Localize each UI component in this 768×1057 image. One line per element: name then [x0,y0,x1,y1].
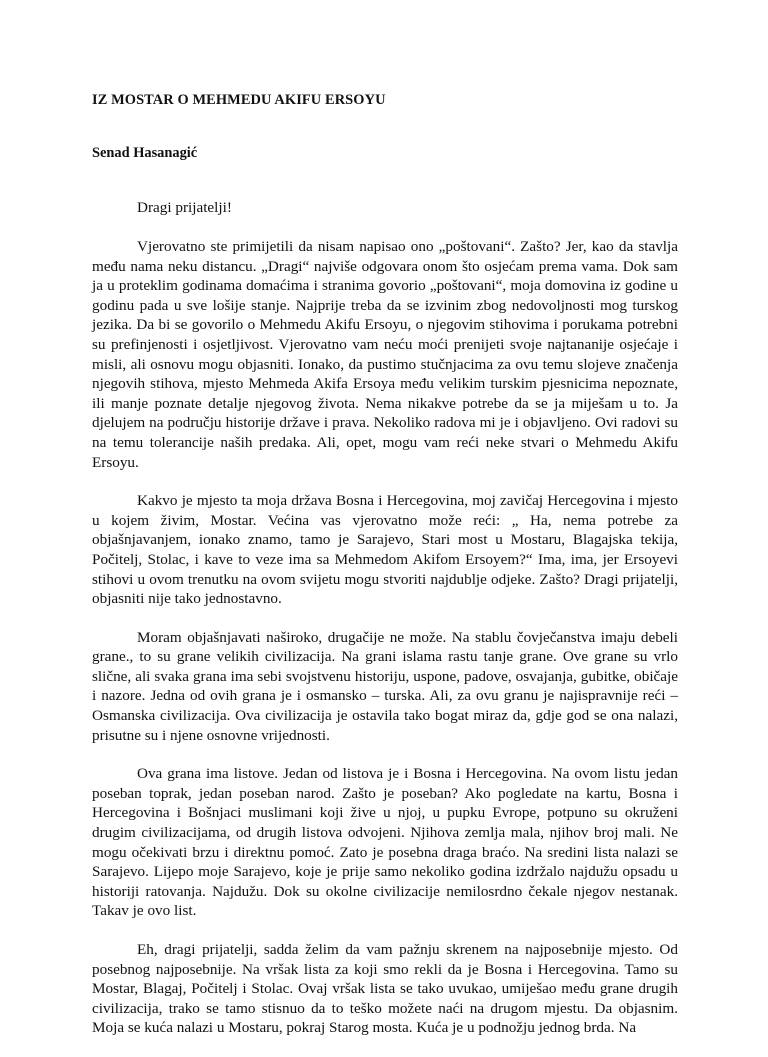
paragraph: Vjerovatno ste primijetili da nisam napisao ono „poštovani“. Zašto? Jer, kao da stavlja među nama neku distancu. „Dragi“ najviše odgovara onom što osjećam prema vama. Dok sam ja u proteklim godinama domaćima i stranima govorio „poštovani“, moja domovina iz godine u godinu pada u sve lošije stanje. Najprije treba da se izvinim zbog nedovoljnosti mog turskog jezika. Da bi se govorilo o Mehmedu Akifu Ersoyu, o njegovim stihovima i porukama potrebni su prefinjenosti i osjetljivost. Vjerovatno vam neću moći prenijeti svoje najtananije osjećaje i misli, ali osnovu mogu objasniti. Ionako, da pustimo stučnjacima za ovu temu slojeve značenja njegovih stihova, mjesto Mehmeda Akifa Ersoya među velikim turskim pjesnicima nepoznate, ili manje poznate detalje njegovog života. Nema nikakve potrebe da se ja miješam u to. Ja djelujem na području historije države i prava. Nekoliko radova mi je i objavljeno. Ovi radovi su na temu tolerancije naših predaka. Ali, opet, mogu vam reći neke stvari o Mehmedu Akifu Ersoyu. [92,238,678,471]
paragraph: Ova grana ima listove. Jedan od listova je i Bosna i Hercegovina. Na ovom listu jedan poseban toprak, jedan poseban narod. Zašto je poseban? Ako pogledate na kartu, Bosna i Hercegovina i Bošnjaci muslimani koji žive u njoj, u pupku Evrope, potpuno su okruženi drugim civilizacijama, od drugih listova odvojeni. Njihova zemlja mala, njihov broj mali. Ne mogu očekivati brzu i direktnu pomoć. Zato je posebna draga braćo. Na sredini lista nalazi se Sarajevo. Lijepo moje Sarajevo, koje je prije samo nekoliko godina izdržalo najdužu opsadu u historiji ratovanja. Najdužu. Dok su okolne civilizacije nemilosrdno čekale njegov nestanak. Takav je ovo list. [92,765,678,920]
document-body [92,237,678,1057]
paragraph: Moram objašnjavati naširoko, drugačije ne može. Na stablu čovječanstva imaju debeli grane., to su grane velikih civilizacija. Na grani islama rastu tanje grane. Ove grane su vrlo slične, ali svaka grana ima sebi svojstvenu historiju, uspone, padove, osvajanja, gubitke, običaje i nazore. Jedna od ovih grana je i osmansko – turska. Ali, za ovu granu je najispravnije reći – Osmanska civilizacija. Ova civilizacija je ostavila tako bogat miraz da, gdje god se ona nalazi, prisutne su i njene osnovne vrijednosti. [92,628,678,744]
paragraph: Eh, dragi prijatelji, sadda želim da vam pažnju skrenem na najposebnije mjesto. Od posebnog najposebnije. Na vršak lista za koji smo rekli da je Bosna i Hercegovina. Tamo su Mostar, Blagaj, Počitelj i Stolac. Ovaj vršak lista se tako uvukao, umiješao među grane drugih civilizacija, trako se tamo stisnuo da to teško možete naći na drugom mjestu. Da objasnim. Moja se kuća nalazi u Mostaru, pokraj Starog mosta. Kuća je u podnožju jednog brda. Na [92,941,678,1037]
paragraph: Kakvo je mjesto ta moja država Bosna i Hercegovina, moj zavičaj Hercegovina i mjesto u kojem živim, Mostar. Većina vas vjerovatno može reći: „ Ha, nema potrebe za objašnjavanjem, ionako znamo, tamo je Sarajevo, Stari most u Mostaru, Blagajska tekija, Počitelj, Stolac, i kave to veze ima sa Mehmedom Akifom Ersoyem?“ Ima, ima, jer Ersoyevi stihovi u ovom trenutku na ovom svijetu mogu stvoriti najdublje odjeke. Zašto? Dragi prijatelji, objasniti nije tako jednostavno. [92,492,678,608]
document-title: IZ MOSTAR O MEHMEDU AKIFU ERSOYU [92,92,386,108]
salutation: Dragi prijatelji! [137,199,232,216]
document-author: Senad Hasanagić [92,145,198,161]
